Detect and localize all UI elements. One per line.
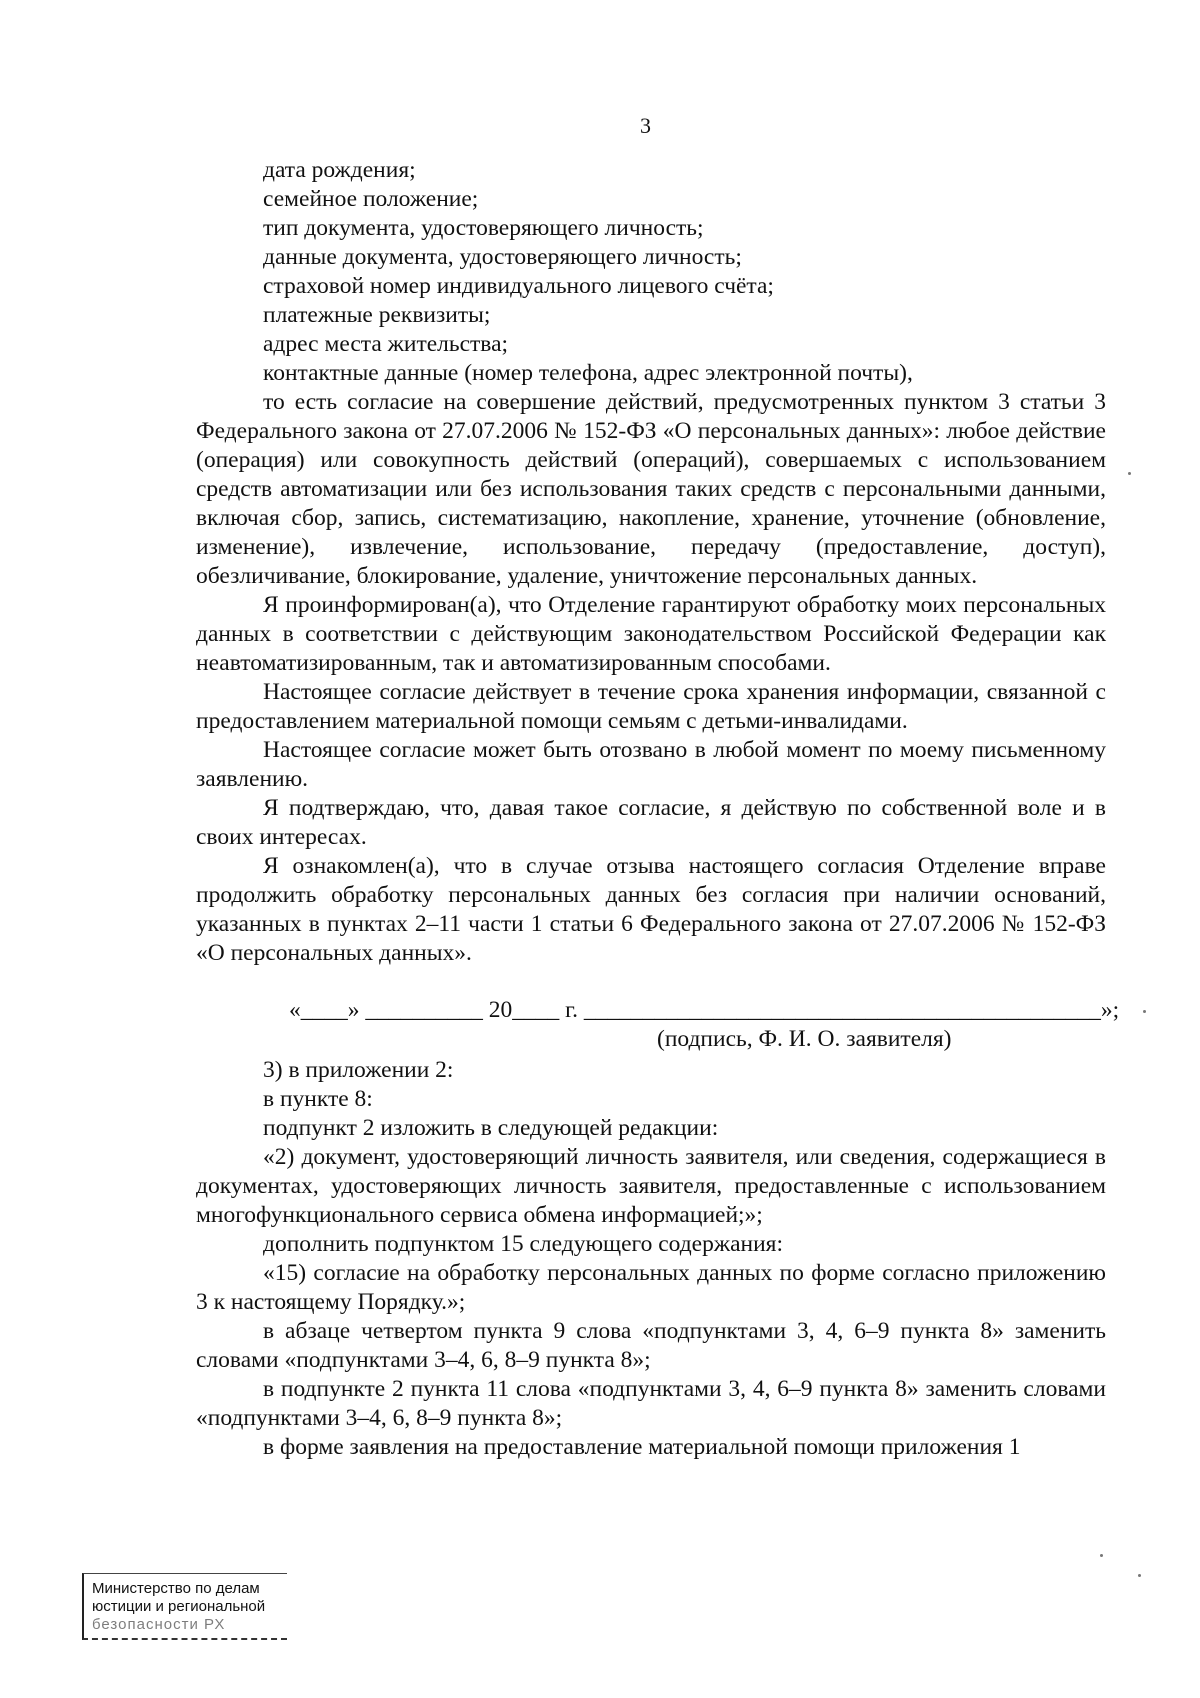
ministry-stamp — [82, 1573, 287, 1640]
consent-paragraph: Настоящее согласие действует в течение срока хранения информации, связанной с предоставлением материальной помощи семьям с детьми-инвалидами. — [196, 679, 1106, 734]
list-item: адрес места жительства; — [263, 331, 509, 357]
list-item: тип документа, удостоверяющего личность; — [263, 215, 704, 241]
signature-line: «____» __________ 20____ г. ____________________________________________»; — [289, 997, 1120, 1023]
amendment-line: в пункте 8: — [263, 1086, 373, 1112]
stamp-line: Министерство по делам — [92, 1580, 260, 1597]
stamp-line: юстиции и региональной — [92, 1598, 266, 1615]
list-item: страховой номер индивидуального лицевого счёта; — [263, 273, 774, 299]
amendments-section — [196, 1056, 1106, 1462]
scan-speck — [1143, 1010, 1146, 1013]
list-item: контактные данные (номер телефона, адрес электронной почты), — [263, 360, 913, 386]
amendment-paragraph: в абзаце четвертом пункта 9 слова «подпунктами 3, 4, 6–9 пункта 8» заменить словами «подпунктами 3–4, 6, 8–9 пункта 8»; — [196, 1318, 1106, 1373]
list-item: данные документа, удостоверяющего личность; — [263, 244, 742, 270]
amendment-line: 3) в приложении 2: — [263, 1057, 454, 1083]
list-item: семейное положение; — [263, 186, 479, 212]
page-number: 3 — [640, 113, 651, 138]
list-item: дата рождения; — [263, 157, 416, 183]
amendment-paragraph: «15) согласие на обработку персональных данных по форме согласно приложению 3 к настоящему Порядку.»; — [196, 1260, 1106, 1315]
consent-paragraph: то есть согласие на совершение действий, предусмотренных пунктом 3 статьи 3 Федерального закона от 27.07.2006 № 152-ФЗ «О персональных данных»: любое действие (операция) или совокупность действий (операций), совершаемых с использованием средств автоматизации или без использования таких средств с персональными данными, включая сбор, запись, систематизацию, накопление, хранение, уточнение (обновление, изменение), извлечение, использование, передачу (предоставление, доступ), обезличивание, блокирование, удаление, уничтожение персональных данных. — [196, 389, 1106, 589]
consent-paragraph: Настоящее согласие может быть отозвано в любой момент по моему письменному заявлению. — [196, 737, 1106, 792]
amendment-paragraph: «2) документ, удостоверяющий личность заявителя, или сведения, содержащиеся в документах, удостоверяющих личность заявителя, предоставленные с использованием многофункционального сервиса обмена информацией;»; — [196, 1144, 1106, 1228]
amendment-line: подпункт 2 изложить в следующей редакции: — [263, 1115, 719, 1141]
amendment-line: дополнить подпунктом 15 следующего содержания: — [263, 1231, 784, 1257]
scan-speck — [1138, 1574, 1141, 1577]
list-item: платежные реквизиты; — [263, 302, 491, 328]
personal-data-list — [196, 156, 1106, 388]
amendment-paragraph: в форме заявления на предоставление материальной помощи приложения 1 — [263, 1434, 1021, 1460]
scan-speck — [1128, 472, 1131, 475]
signature-caption: (подпись, Ф. И. О. заявителя) — [657, 1026, 952, 1052]
scan-speck — [1100, 1554, 1103, 1557]
stamp-line: безопасности РХ — [92, 1616, 226, 1633]
signature-block — [196, 996, 1120, 1054]
amendment-paragraph: в подпункте 2 пункта 11 слова «подпунктами 3, 4, 6–9 пункта 8» заменить словами «подпунктами 3–4, 6, 8–9 пункта 8»; — [196, 1376, 1106, 1431]
consent-paragraph: Я подтверждаю, что, давая такое согласие, я действую по собственной воле и в своих интересах. — [196, 795, 1106, 850]
consent-paragraph: Я ознакомлен(а), что в случае отзыва настоящего согласия Отделение вправе продолжить обработку персональных данных без согласия при наличии оснований, указанных в пунктах 2–11 части 1 статьи 6 Федерального закона от 27.07.2006 № 152-ФЗ «О персональных данных». — [196, 853, 1106, 966]
document-body — [196, 156, 1120, 1462]
consent-paragraph: Я проинформирован(а), что Отделение гарантируют обработку моих персональных данных в соответствии с действующим законодательством Российской Федерации как неавтоматизированным, так и автоматизированным способами. — [196, 592, 1106, 676]
